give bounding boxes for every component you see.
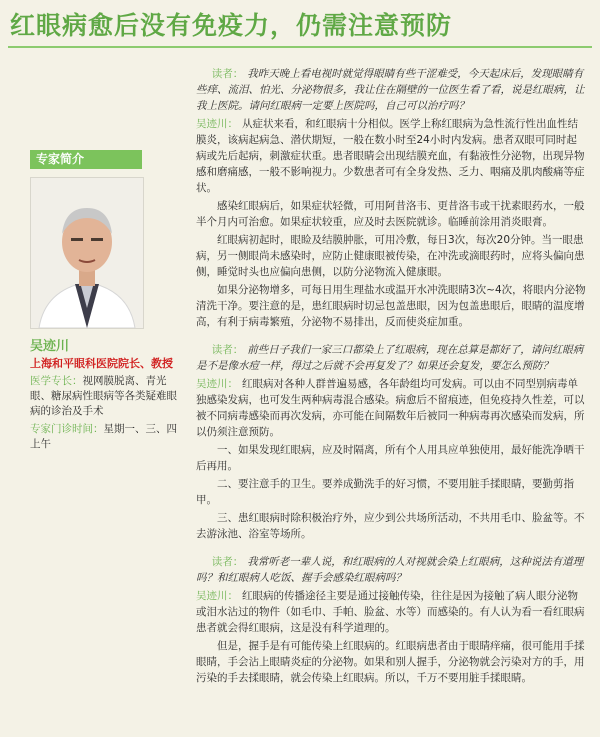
question-text: 我常听老一辈人说，和红眼病的人对视就会染上红眼病，这种说法有道理吗？和红眼病人吃饭、握手会感染红眼病吗？ — [196, 556, 584, 584]
clinic-text: 星期一、三、四上午 — [30, 423, 177, 450]
expert-label: 吴迹川： — [196, 378, 238, 390]
expert-sidebar — [30, 150, 178, 452]
clinic-label: 专家门诊时间： — [30, 423, 104, 435]
expert-specialty — [30, 374, 178, 419]
reader-label: 读者： — [211, 68, 244, 80]
answer-text: 从症状来看，和红眼病十分相似。医学上称红眼病为急性流行性出血性结膜炎，该病起病急、潜伏期短，一般在数小时至24小时内发病。患者双眼可同时起病或先后起病，刺激症状重。患者眼睛会出现结膜充血，有黏液性分泌物，出现异物感和磨痛感，一般不影响视力。少数患者可有全身发热、乏力、咽痛及肌肉酸痛等症状。 — [196, 118, 585, 194]
answer-paragraph: 感染红眼病后，如果症状轻微，可用阿昔洛韦、更昔洛韦或干扰素眼药水，一般半个月内可治愈。如果症状较重，应及时去医院就诊。临睡前涂用消炎眼膏。 — [196, 200, 585, 228]
answer-text: 红眼病对各种人群普遍易感，各年龄组均可发病。可以由不同型别病毒单独感染发病，也可发生两种病毒混合感染。病愈后不留痕迹，但免疫持久性差，可以被不同病毒感染而再次发病，亦可能在间隔数年后被同一种病毒再次感染而发病，所以仍须注意预防。 — [196, 378, 585, 438]
reader-label: 读者： — [211, 556, 244, 568]
expert-title: 上海和平眼科医院院长、教授 — [30, 357, 173, 370]
expert-label: 吴迹川： — [196, 590, 238, 602]
reader-label: 读者： — [211, 344, 244, 356]
expert-answer — [196, 116, 586, 196]
answer-paragraph: 如果分泌物增多，可每日用生理盐水或温开水冲洗眼睛3次~4次，将眼内分泌物清洗干净。要注意的是，患红眼病时切忌包盖患眼，因为包盖患眼后，眼睛的温度增高，有利于病毒繁殖，分泌物不易排出，反而使炎症加重。 — [196, 284, 586, 328]
section-spacer — [196, 544, 586, 554]
answer-text: 红眼病的传播途径主要是通过接触传染，往往是因为接触了病人眼分泌物或泪水沾过的物件（如毛巾、手帕、脸盆、水等）而感染的。有人认为看一看红眼病患者就会得红眼病，这是没有科学道理的。 — [196, 590, 585, 634]
expert-label: 吴迹川： — [196, 118, 238, 130]
expert-clinic — [30, 422, 178, 452]
reader-question — [196, 554, 586, 586]
reader-question — [196, 342, 586, 374]
specialty-label: 医学专长： — [30, 375, 83, 387]
expert-answer — [196, 376, 586, 440]
answer-paragraph: 一、如果发现红眼病，应及时隔离，所有个人用具应单独使用，最好能洗净晒干后再用。 — [196, 444, 585, 472]
expert-photo — [30, 177, 144, 329]
reader-question — [196, 66, 586, 114]
page-title: 红眼病愈后没有免疫力，仍需注意预防 — [10, 11, 453, 40]
answer-paragraph: 三、患红眼病时除积极治疗外，应少到公共场所活动，不共用毛巾、脸盆等。不去游泳池、浴室等场所。 — [196, 512, 585, 540]
expert-section-label: 专家简介 — [30, 150, 142, 169]
question-text: 我昨天晚上看电视时就觉得眼睛有些干涩难受，今天起床后，发现眼睛有些痒、流泪、怕光、分泌物很多，我让住在隔壁的一位医生看了看，说是红眼病，让我上医院。请问红眼病一定要上医院吗，自己可以治疗吗？ — [196, 68, 585, 112]
section-spacer — [196, 332, 586, 342]
article-body — [196, 66, 586, 688]
expert-answer — [196, 588, 586, 636]
answer-paragraph: 二、要注意手的卫生。要养成勤洗手的好习惯，不要用脏手揉眼睛，要勤剪指甲。 — [196, 478, 574, 506]
answer-paragraph: 红眼病初起时，眼睑及结膜肿胀，可用冷敷，每日3次，每次20分钟。当一眼患病，另一侧眼尚未感染时，应防止健康眼被传染，在冲洗或滴眼药时，应将头偏向患侧，睡觉时头也应偏向患侧，以防分泌物流入健康眼。 — [196, 234, 585, 278]
expert-name: 吴迹川 — [30, 339, 70, 354]
answer-paragraph: 但是，握手是有可能传染上红眼病的。红眼病患者由于眼睛痒痛，很可能用手揉眼睛，手会沾上眼睛炎症的分泌物。如果和别人握手，分泌物就会污染对方的手，用污染的手去揉眼睛，就会传染上红眼病。所以，千万不要用脏手揉眼睛。 — [196, 640, 585, 684]
question-text: 前些日子我们一家三口都染上了红眼病，现在总算是都好了，请问红眼病是不是像水痘一样，得过之后就不会再复发了？如果还会复发，要怎么预防？ — [196, 344, 584, 372]
specialty-text: 视网膜脱离、青光眼、糖尿病性眼病等各类疑难眼病的诊治及手术 — [30, 375, 177, 417]
title-divider — [8, 46, 592, 48]
